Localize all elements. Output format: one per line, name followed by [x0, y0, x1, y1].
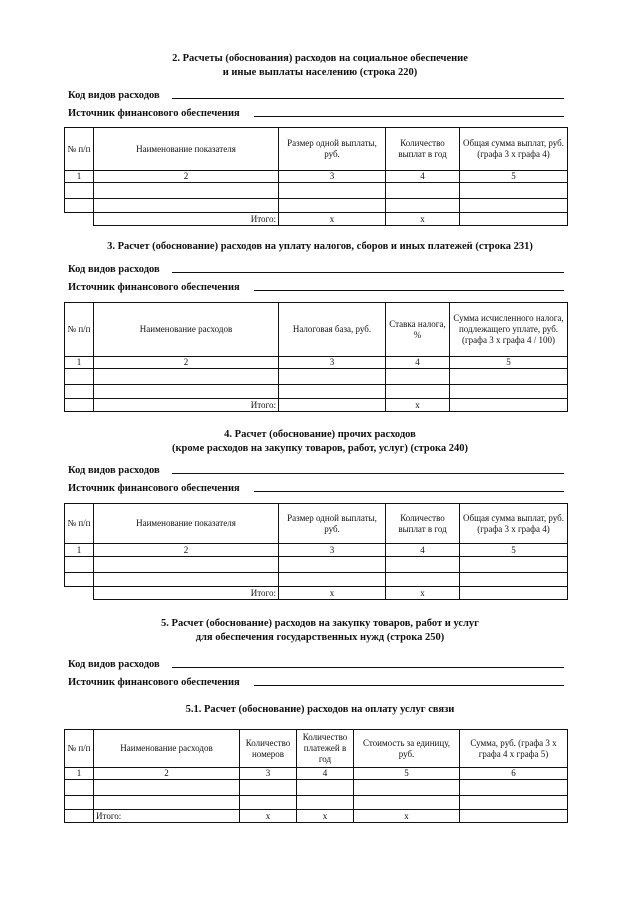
funding-source-line: Источник финансового обеспечения — [68, 483, 564, 494]
table-row[interactable] — [65, 796, 568, 810]
total-row: Итого: x x x — [65, 810, 568, 823]
total-row: Итого: x — [65, 399, 568, 412]
funding-source-field[interactable] — [254, 290, 564, 291]
table-row[interactable] — [65, 780, 568, 796]
column-number-row: 1 2 3 4 5 6 — [65, 768, 568, 780]
table-header-row: № п/п Наименование расходов Налоговая база, руб. Ставка налога, % Сумма исчисленного налога, подлежащего уплате, руб. (графа 3 x графа 4 / 100) — [65, 303, 568, 357]
funding-source-field[interactable] — [254, 116, 564, 117]
section-3-title: 3. Расчет (обоснование) расходов на уплату налогов, сборов и иных платежей (строка 231) — [107, 241, 533, 252]
table-row[interactable] — [65, 199, 568, 213]
section-4-title: 4. Расчет (обоснование) прочих расходов (кроме расходов на закупку товаров, работ, услуг) (строка 240) — [171, 429, 469, 454]
column-number-row: 1 2 3 4 5 — [65, 544, 568, 557]
table-header-row: № п/п Наименование показателя Размер одной выплаты, руб. Количество выплат в год Общая сумма выплат, руб. (графа 3 x графа 4) — [65, 504, 568, 544]
expense-code-field[interactable] — [172, 667, 564, 668]
table-row[interactable] — [65, 557, 568, 573]
section-2-table — [64, 127, 568, 226]
table-row[interactable] — [65, 183, 568, 199]
table-row[interactable] — [65, 385, 568, 399]
table-row[interactable] — [65, 573, 568, 587]
funding-source-line: Источник финансового обеспечения — [68, 282, 564, 293]
expense-code-field[interactable] — [172, 98, 564, 99]
funding-source-field[interactable] — [254, 685, 564, 686]
column-number-row: 1 2 3 4 5 — [65, 357, 568, 369]
table-row[interactable] — [65, 369, 568, 385]
expense-code-field[interactable] — [172, 473, 564, 474]
total-row: Итого: x x — [65, 587, 568, 600]
column-number-row: 1 2 3 4 5 — [65, 171, 568, 183]
funding-source-field[interactable] — [254, 491, 564, 492]
expense-code-line: Код видов расходов — [68, 264, 564, 275]
total-row: Итого: x x — [65, 213, 568, 226]
section-5-title: 5. Расчет (обоснование) расходов на закупку товаров, работ и услуг для обеспечения государственных нужд (строка 250) — [161, 618, 479, 643]
section-4-table — [64, 503, 568, 600]
section-5-1-title: 5.1. Расчет (обоснование) расходов на оплату услуг связи — [185, 704, 455, 715]
section-2-title: 2. Расчеты (обоснования) расходов на социальное обеспечение и иные выплаты населению (строка 220) — [172, 53, 468, 78]
expense-code-line: Код видов расходов — [68, 465, 564, 476]
funding-source-line: Источник финансового обеспечения — [68, 677, 564, 688]
funding-source-line: Источник финансового обеспечения — [68, 108, 564, 119]
expense-code-line: Код видов расходов — [68, 659, 564, 670]
table-header-row: № п/п Наименование показателя Размер одной выплаты, руб. Количество выплат в год Общая сумма выплат, руб. (графа 3 x графа 4) — [65, 128, 568, 171]
expense-code-line: Код видов расходов — [68, 90, 564, 101]
section-3-table — [64, 302, 568, 412]
expense-code-field[interactable] — [172, 272, 564, 273]
section-5-1-table — [64, 729, 568, 823]
table-header-row: № п/п Наименование расходов Количество номеров Количество платежей в год Стоимость за единицу, руб. Сумма, руб. (графа 3 x графа 4 x графа 5) — [65, 730, 568, 768]
